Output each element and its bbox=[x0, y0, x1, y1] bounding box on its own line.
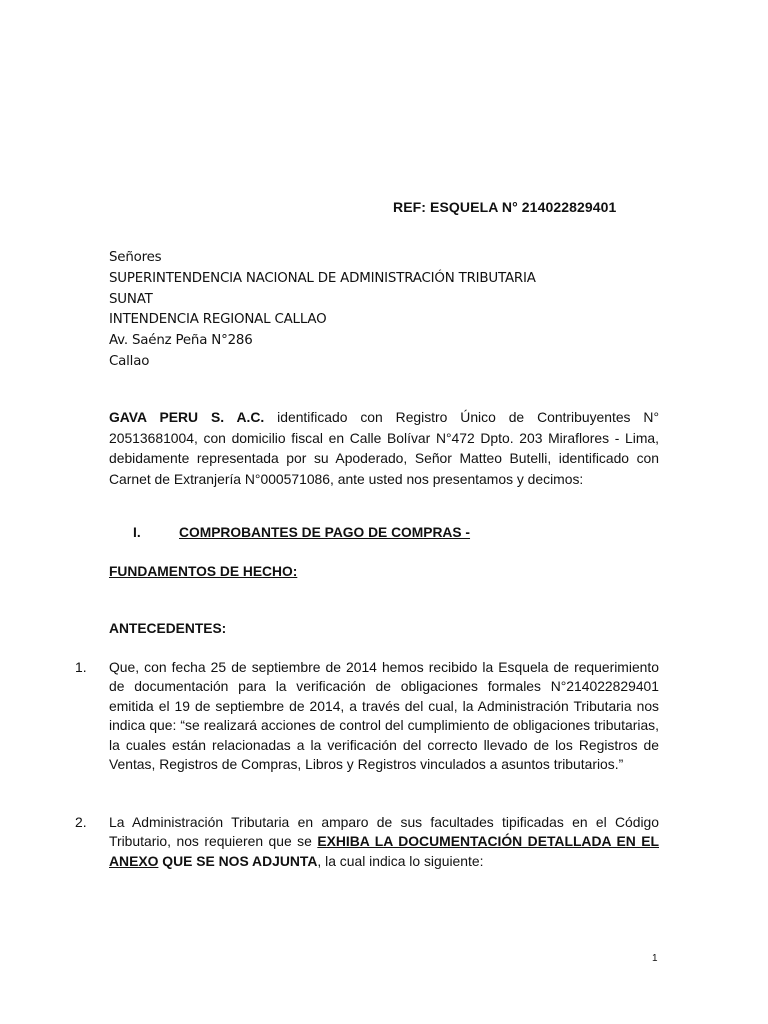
item-text-c: , la cual indica lo siguiente: bbox=[317, 852, 484, 869]
item-text-a: La Administración Tributaria en amparo de sus facultades tipificadas en el Código Tributario, nos requieren que se bbox=[109, 814, 659, 850]
addressee-block bbox=[109, 248, 536, 373]
section-title: COMPROBANTES DE PAGO DE COMPRAS - bbox=[179, 525, 471, 540]
company-name: GAVA PERU S. A.C. bbox=[109, 409, 265, 425]
intro-paragraph bbox=[109, 407, 659, 489]
addressee-office: INTENDENCIA REGIONAL CALLAO bbox=[109, 312, 327, 328]
reference-line: REF: ESQUELA N° 214022829401 bbox=[393, 199, 617, 215]
page-number: 1 bbox=[652, 953, 658, 964]
salutation: Señores bbox=[109, 250, 162, 265]
list-item bbox=[75, 813, 659, 871]
attachment-emphasis: QUE SE NOS ADJUNTA bbox=[162, 852, 318, 869]
addressee-acronym: SUNAT bbox=[109, 291, 153, 307]
addressee-street: Av. Saénz Peña N°286 bbox=[109, 333, 253, 349]
list-item-text: Que, con fecha 25 de septiembre de 2014 hemos recibido la Esquela de requerimiento de documentación para la verificación de obligaciones formales N°214022829401 emitida el 19 de septiembre de 2014, a través del cual, la Administración Tributaria nos indica que: “se realizará acciones de control del cumplimiento de obligaciones tributarias, la cuales están relacionadas a la verificación del correcto llevado de los Registros de Ventas, Registros de Compras, Libros y Registros vinculados a asuntos tributarios.” bbox=[109, 659, 659, 773]
section-number: I. bbox=[133, 525, 141, 540]
addressee-institution: SUPERINTENDENCIA NACIONAL DE ADMINISTRACIÓN TRIBUTARIA bbox=[109, 270, 536, 286]
list-item-number: 2. bbox=[75, 814, 87, 830]
fundamentos-heading: FUNDAMENTOS DE HECHO: bbox=[109, 564, 298, 579]
list-item bbox=[75, 658, 659, 774]
list-item-text bbox=[109, 813, 659, 871]
exhibit-emphasis: EXHIBA LA DOCUMENTACIÓN DETALLADA EN EL ANEXO bbox=[109, 833, 659, 869]
addressee-city: Callao bbox=[109, 353, 150, 369]
list-item-number: 1. bbox=[75, 659, 87, 675]
intro-text: identificado con Registro Único de Contribuyentes N° 20513681004, con domicilio fiscal en Calle Bolívar N°472 Dpto. 203 Miraflores - Lima, debidamente representada por su Apoderado, Señor Matteo Butelli, identificado con Carnet de Extranjería N°000571086, ante usted nos presentamos y decimos: bbox=[109, 409, 659, 487]
antecedentes-heading: ANTECEDENTES: bbox=[109, 621, 227, 636]
section-heading bbox=[133, 525, 470, 540]
